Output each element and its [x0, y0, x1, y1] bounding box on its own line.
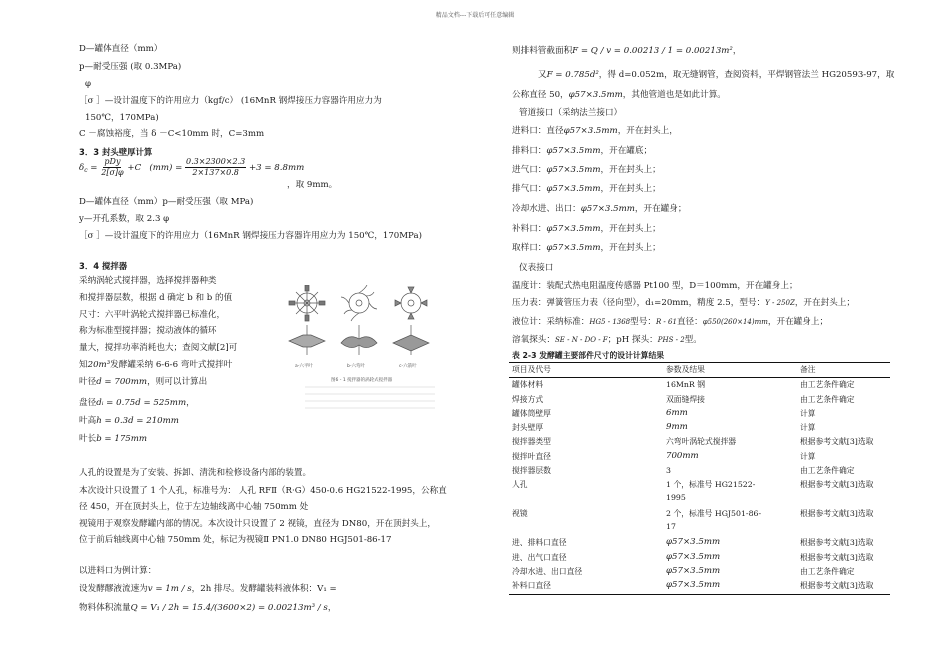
text-run: ，开在封头上； — [794, 298, 855, 308]
column-header: 项目及代号 — [509, 363, 663, 378]
text-line: y—开孔系数，取 2.3 φ — [79, 214, 170, 224]
text-run: 补料口： — [512, 224, 547, 234]
text-line: 量大，搅拌功率消耗也大；查阅文献[2]可 — [79, 343, 238, 353]
table-cell: 双面缝焊接 — [666, 394, 705, 404]
math-run: φ57×3.5mm — [546, 224, 601, 234]
text-line — [79, 377, 207, 388]
text-run: ，开在罐身； — [634, 204, 687, 214]
text-run: 排气口： — [512, 184, 547, 194]
table-cell: 封头壁厚 — [512, 423, 544, 433]
section-heading: 3．4 搅拌器 — [79, 261, 128, 271]
text-run: ，开在罐身上； — [767, 317, 829, 327]
text-line — [512, 317, 828, 328]
math-run: φ57×3.5mm — [546, 146, 601, 156]
text-line — [512, 184, 661, 195]
eq-denominator: 2[σ]φ — [101, 168, 124, 177]
text-run: 设发酵醪液流速为 — [79, 584, 148, 594]
text-run: 进气口： — [512, 165, 547, 175]
section-heading: 3．3 封头壁厚计算 — [79, 147, 153, 157]
text-run: 盘径 — [79, 398, 97, 408]
math-run: φ57×3.5mm — [580, 204, 635, 214]
text-run: ，开在罐底； — [600, 146, 653, 156]
figure-label-b: b-六弯叶 — [347, 364, 365, 369]
text-run: 型。 — [684, 335, 702, 345]
text-run: ，其他管道也是如此计算。 — [622, 90, 726, 100]
text-line: 仪表接口 — [519, 263, 554, 273]
text-run: 知 — [79, 360, 88, 370]
text-line — [79, 584, 337, 595]
text-line: 采纳涡轮式搅拌器，选择搅拌器种类 — [79, 276, 217, 286]
text-run: 叶长 — [79, 434, 97, 444]
text-line: 管道接口（采纳法兰接口） — [519, 108, 623, 118]
math-run: F = 0.785d² — [546, 70, 599, 80]
table-row — [509, 551, 890, 565]
page-header: 精品文档---下载后可任意编辑 — [435, 12, 515, 19]
table-row — [509, 507, 890, 536]
table-cell: 由工艺条件确定 — [800, 566, 855, 576]
table-cell: 9mm — [666, 422, 688, 433]
math-run: φ57×3.5mm — [546, 184, 601, 194]
math-run: Y - 250Z — [765, 299, 795, 307]
math-run: SE - N - DO - F — [554, 336, 608, 344]
math-run: φ57×3.5mm — [568, 90, 623, 100]
text-run: ， — [327, 603, 337, 613]
text-line — [512, 243, 661, 254]
text-line: 位于前后轴线离中心轴 750mm 处，标记为视镜Ⅱ PN1.0 DN80 HGJ501-86-17 — [79, 535, 392, 545]
table-cell: 进、排料口直径 — [512, 538, 567, 548]
text-line: C －腐蚀裕度，当 δ －C<10mm 时，C=3mm — [79, 129, 265, 139]
math-run: φ550(260×14)mm — [702, 318, 768, 326]
text-run: 直径： — [676, 317, 703, 327]
text-line — [512, 146, 652, 157]
text-run: 则排料管截面积 — [512, 46, 573, 56]
table-row — [509, 421, 890, 435]
turbine-impeller-figure — [285, 285, 457, 420]
text-run: ，开在封头上； — [600, 165, 661, 175]
text-run: 物料体积流量 — [79, 603, 131, 613]
table-cell: 补料口直径 — [509, 579, 663, 594]
table-cell: 搅拌叶直径 — [512, 451, 551, 461]
text-line — [79, 434, 147, 445]
table-cell: 16MnR 钢 — [666, 380, 706, 390]
column-header: 备注 — [797, 363, 890, 378]
table-cell: 罐体筒壁厚 — [512, 408, 551, 418]
text-line — [79, 398, 195, 409]
text-line: 称为标准型搅拌器；搅动液体的循环 — [79, 326, 217, 336]
text-line: 径 450，开在顶封头上，位于左边轴线离中心轴 750mm 处 — [79, 502, 309, 512]
eq-symbol: δ — [79, 162, 85, 173]
table-cell: 根据参考文献[3]选取 — [800, 480, 874, 490]
math-run: PHS - 2 — [657, 336, 685, 344]
text-line — [538, 70, 894, 81]
table-cell: 1 个，标准号 HG21522- 1995 — [666, 480, 756, 503]
text-line — [512, 298, 855, 309]
table-cell: 计算 — [800, 423, 816, 433]
text-run: ， — [186, 398, 195, 408]
text-run: 液位计：采纳标准： — [512, 317, 590, 327]
eq-middle: +C (mm) = — [124, 162, 186, 173]
table-row — [509, 393, 890, 407]
text-line — [512, 204, 686, 215]
table-cell: 由工艺条件确定 — [800, 466, 855, 476]
text-line — [512, 224, 661, 235]
math-run: φ57×3.5mm — [546, 165, 601, 175]
eq-fraction — [100, 157, 124, 178]
math-run: b = 175mm — [96, 434, 148, 444]
text-run: ，开在封头上； — [600, 224, 661, 234]
figure-label-a: a-六平叶 — [295, 364, 313, 369]
column-header: 参数及结果 — [663, 363, 797, 378]
text-run: 冷却水进、出口： — [512, 204, 581, 214]
text-run: 压力表：弹簧管压力表（径向型），d₁=20mm，精度 2.5，型号： — [512, 298, 766, 308]
text-line — [79, 603, 336, 614]
text-line: D—罐体直径（mm） — [79, 44, 163, 54]
math-run: φ57×3.5mm — [546, 243, 601, 253]
text-line: 尺寸：六平叶涡轮式搅拌器已标准化， — [79, 310, 226, 320]
text-run: ，2h 排尽。发酵罐装料液体积：V₁ = — [191, 584, 337, 594]
table-cell: 根据参考文献[3]选取 — [797, 579, 890, 594]
table-cell: 人孔 — [512, 480, 528, 490]
math-run: h = 0.3d = 210mm — [96, 416, 179, 426]
eq-fraction — [185, 157, 246, 178]
table-row — [509, 464, 890, 478]
table-row — [509, 579, 890, 594]
text-run: 型号： — [630, 317, 656, 327]
table-cell: 2 个，标准号 HGJ501-86- 17 — [666, 509, 762, 532]
math-run: F = Q / v = 0.00213 / 1 = 0.00213m² — [572, 46, 733, 56]
impeller-side-views — [289, 325, 429, 355]
math-run: R - 61 — [655, 318, 677, 326]
table-cell: 计算 — [800, 451, 816, 461]
table-cell: 根据参考文献[3]选取 — [800, 437, 874, 447]
table-cell: 3 — [666, 466, 671, 476]
eq-subscript: c — [84, 167, 88, 174]
table-cell: 根据参考文献[3]选取 — [800, 552, 874, 562]
table-cell: φ57×3.5mm — [666, 551, 721, 562]
eq-result: ，取 9mm。 — [287, 180, 338, 190]
table-cell: 焊接方式 — [512, 394, 544, 404]
text-run: 溶氧探头： — [512, 335, 555, 345]
math-run: 20m³ — [87, 360, 111, 370]
eq-numerator: pDy — [104, 157, 121, 166]
math-run: v = 1m / s — [147, 584, 192, 594]
text-line — [512, 126, 678, 137]
text-line — [512, 165, 661, 176]
table-cell: φ57×3.5mm — [663, 579, 797, 594]
table-cell: 进、出气口直径 — [512, 552, 567, 562]
text-line — [512, 90, 726, 101]
text-line: ［σ ］—设计温度下的许用应力（16MnR 钢焊接压力容器许用应力为 150℃，170MPa) — [79, 231, 422, 241]
text-run: 又 — [538, 70, 547, 80]
text-line: D—罐体直径（mm）p—耐受压强（取 MPa) — [79, 197, 254, 207]
figure-caption: 图6 - 1 搅拌器的涡轮式搅拌器 — [331, 378, 393, 383]
table-cell: 搅拌器层数 — [512, 466, 551, 476]
table-cell: 计算 — [800, 408, 816, 418]
text-run: ，则可以计算出 — [147, 377, 208, 387]
flat-blade-impeller-drawing — [289, 285, 325, 321]
table-cell: φ57×3.5mm — [666, 565, 721, 576]
text-line — [512, 335, 702, 346]
eq-end: +3 = 8.8mm — [246, 162, 305, 173]
eq-numerator: 0.3×2300×2.3 — [186, 157, 246, 166]
text-run: ，得 d=0.052m，取无缝钢管，查阅资料，平焊钢管法兰 HG20593-97，取 — [598, 70, 895, 80]
table-row — [509, 407, 890, 421]
math-run: φ57×3.5mm — [563, 126, 618, 136]
text-run: ，开在封头上； — [600, 243, 661, 253]
table-header-row — [509, 363, 890, 378]
text-run: 叶高 — [79, 416, 97, 426]
impeller-drawings — [285, 285, 457, 420]
results-table — [509, 362, 890, 595]
text-run: 发酵罐采纳 6-6-6 弯叶式搅拌叶 — [110, 360, 233, 370]
text-run: 公称直径 50， — [512, 90, 569, 100]
table-cell: 视镜 — [512, 509, 528, 519]
text-line — [79, 360, 232, 371]
wall-thickness-equation — [79, 157, 304, 178]
text-line — [512, 46, 742, 57]
table-cell: 由工艺条件确定 — [800, 394, 855, 404]
table-cell: 搅拌器类型 — [512, 437, 551, 447]
text-run: 进料口：直径 — [512, 126, 564, 136]
text-run: ， — [732, 46, 742, 56]
table-cell: 6mm — [666, 407, 688, 418]
math-run: dᵢ = 0.75d = 525mm — [96, 398, 187, 408]
table-cell: 700mm — [666, 450, 699, 461]
text-run: ，开在封头上， — [617, 126, 678, 136]
table-cell: 由工艺条件确定 — [800, 380, 855, 390]
text-line: φ — [85, 79, 92, 89]
table-cell: 根据参考文献[3]选取 — [800, 538, 874, 548]
text-run: ，开在封头上； — [600, 184, 661, 194]
table-cell: 根据参考文献[3]选取 — [800, 509, 874, 519]
table-row — [509, 450, 890, 464]
figure-label-c: c-六箭叶 — [399, 364, 417, 369]
table-title: 表 2-3 发酵罐主要部件尺寸的设计计算结果 — [512, 351, 665, 360]
text-line: 本次设计只设置了 1 个人孔，标准号为： 人孔 RFⅡ（R·G）450-0.6 HG21522-1995，公称直 — [79, 486, 447, 496]
math-run: HG5 - 1368 — [589, 318, 631, 326]
eq-sign: = — [87, 162, 101, 173]
table-row — [509, 565, 890, 579]
text-line: 视镜用于观察发酵罐内部的情况。本次设计只设置了 2 视镜，直径为 DN80，开在顶封头上， — [79, 519, 436, 529]
table-cell: φ57×3.5mm — [666, 537, 721, 548]
text-run: 叶径 — [79, 377, 97, 387]
table-cell: 罐体材料 — [512, 380, 544, 390]
text-line: 150℃，170MPa) — [85, 113, 159, 123]
curved-blade-impeller-drawing — [341, 285, 377, 321]
table-cell: 冷却水进、出口直径 — [512, 566, 583, 576]
table-row — [509, 536, 890, 550]
eq-denominator: 2×137×0.8 — [192, 168, 239, 177]
figure-parameter-table — [305, 387, 435, 408]
text-line: 以进料口为例计算： — [79, 566, 157, 576]
text-line: 人孔的设置是为了安装、拆卸、清洗和检修设备内部的装置。 — [79, 468, 312, 478]
table-cell: 六弯叶涡轮式搅拌器 — [666, 437, 737, 447]
arrow-blade-impeller-drawing — [395, 287, 427, 319]
text-run: 取样口： — [512, 243, 547, 253]
text-run: ；pH 探头： — [607, 335, 658, 345]
text-line: ［σ ］—设计温度下的许用应力（kgf/c） (16MnR 钢焊接压力容器许用应力为 — [79, 96, 382, 106]
math-run: d = 700mm — [96, 377, 148, 387]
math-run: Q = V₁ / 2h = 15.4/(3600×2) = 0.00213m³ / s — [130, 603, 328, 613]
table-row — [509, 435, 890, 449]
text-line: 温度计：装配式热电阻温度传感器 Pt100 型，D＝100mm，开在罐身上； — [512, 281, 798, 291]
text-line: p—耐受压强 (取 0.3MPa) — [79, 62, 182, 72]
table-row — [509, 378, 890, 393]
text-line — [79, 416, 179, 427]
text-run: 排料口： — [512, 146, 547, 156]
table-row — [509, 478, 890, 507]
text-line: 和搅拌器层数，根据 d 确定 b 和 b 的值 — [79, 293, 233, 303]
